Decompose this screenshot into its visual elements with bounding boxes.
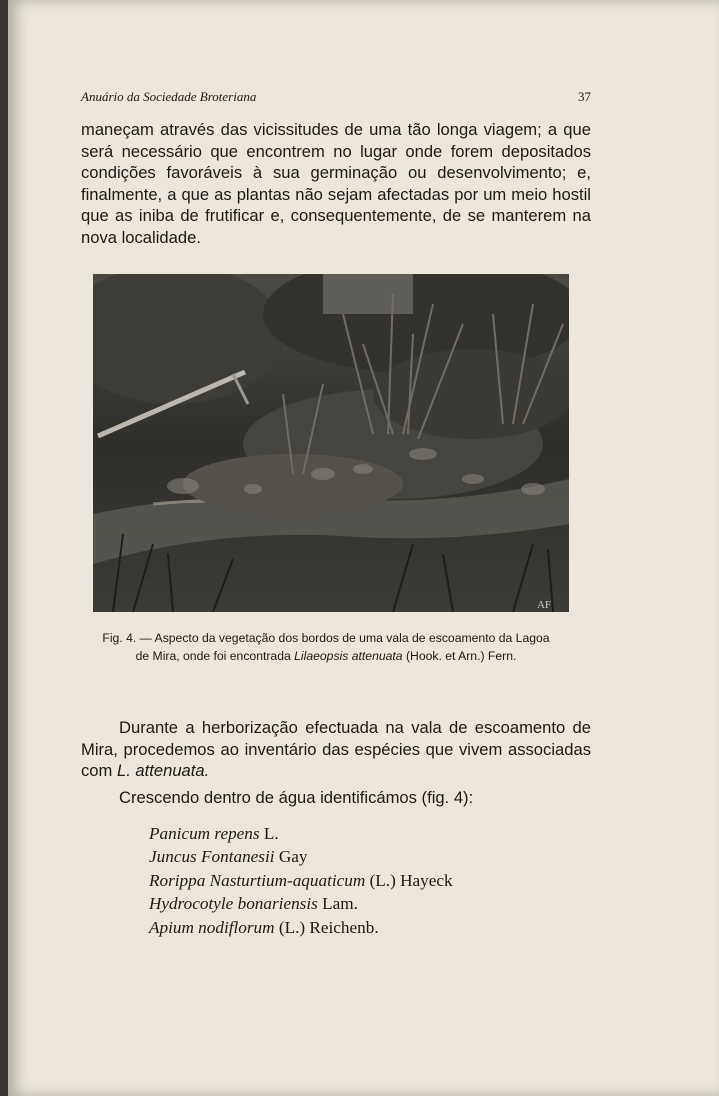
inventory-text: Durante a herborização efectuada na vala de escoamento de Mira, procedemos ao inventário das espécies que vivem associadas com [81,718,591,780]
paragraph-continuation: maneçam através das vicissitudes de uma tão longa viagem; a que será necessário que encontrem no lugar onde forem depositados condições favoráveis à sua germinação ou desenvolvimento; e, finalmente, a que as plantas não sejam afectadas por um meio hostil que as iniba de frutificar e, consequentemente, de se manterem na nova localidade. [81,120,591,247]
species-item [149,916,453,939]
book-page [8,0,719,1096]
species-item [149,869,453,892]
inventory-species: L. attenuata. [116,761,210,780]
species-name: Hydrocotyle bonariensis [149,894,318,914]
running-header [81,89,591,105]
vegetation-photo-illustration [93,274,569,612]
species-item [149,892,453,915]
species-name: Juncus Fontanesii [149,847,275,867]
species-author: Lam. [322,894,358,914]
figure-caption [100,630,552,665]
species-item [149,822,453,845]
paragraph-water-species: Crescendo dentro de água identificámos (fig. 4): [119,788,474,807]
species-list [149,822,453,939]
journal-title: Anuário da Sociedade Broteriana [81,89,257,104]
figure-photograph [93,274,569,612]
species-name: Rorippa Nasturtium-aquaticum [149,870,366,890]
species-name: Apium nodiflorum [149,917,275,937]
species-name: Panicum repens [149,824,260,843]
caption-text: Fig. 4. — Aspecto da vegetação dos bordos de uma vala de escoamento da Lagoa de Mira, onde foi encontrada [102,631,550,663]
paragraph-inventory [81,717,591,782]
photo-monogram: AF [536,599,551,611]
species-author: L. [263,824,279,843]
species-author: Gay [278,847,308,867]
species-author: (L.) Reichenb. [278,917,379,937]
page-number: 37 [578,89,591,104]
species-author: (L.) Hayeck [369,870,453,890]
species-item [149,845,453,868]
caption-author: (Hook. et Arn.) Fern. [402,648,517,663]
caption-species: Lilaeopsis attenuata [294,648,403,663]
